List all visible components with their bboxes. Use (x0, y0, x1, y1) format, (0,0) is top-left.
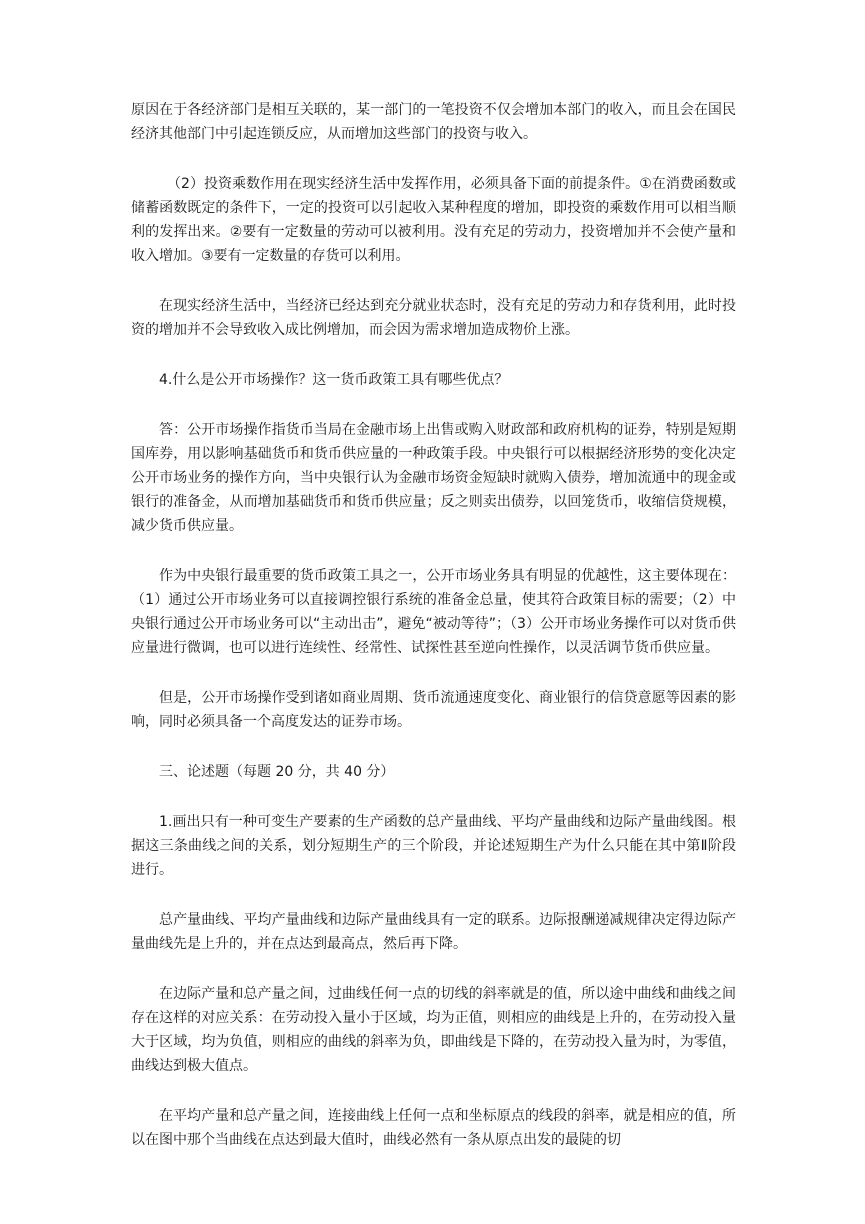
document-body (131, 98, 736, 1178)
answer-open-market-definition: 答：公开市场操作指货币当局在金融市场上出售或购入财政部和政府机构的证券，特别是短期国库券，用以影响基础货币和货币供应量的一种政策手段。中央银行可以根据经济形势的变化决定公开市场业务的操作方向，当中央银行认为金融市场资金短缺时就购入债券，增加流通中的现金或银行的准备金，从而增加基础货币和货币供应量；反之则卖出债券，以回笼货币，收缩信贷规模，减少货币供应量。 (131, 422, 736, 534)
question-open-market-operation: 4.什么是公开市场操作？这一货币政策工具有哪些优点？ (159, 372, 509, 388)
paragraph-investment-linkage: 原因在于各经济部门是相互关联的，某一部门的一笔投资不仅会增加本部门的收入，而且会在国民经济其他部门中引起连锁反应，从而增加这些部门的投资与收入。 (131, 102, 736, 142)
paragraph-open-market-advantages: 作为中央银行最重要的货币政策工具之一，公开市场业务具有明显的优越性，这主要体现在：（1）通过公开市场业务可以直接调控银行系统的准备金总量，使其符合政策目标的需要；（2）中央银行通过公开市场业务可以“主动出击”，避免“被动等待”；（3）公开市场业务操作可以对货币供应量进行微调，也可以进行连续性、经常性、试探性甚至逆向性操作，以灵活调节货币供应量。 (131, 568, 736, 656)
paragraph-open-market-limitations: 但是，公开市场操作受到诸如商业周期、货币流通速度变化、商业银行的信贷意愿等因素的影响，同时必须具备一个高度发达的证券市场。 (131, 690, 736, 730)
section-heading-essay-questions: 三、论述题（每题 20 分，共 40 分） (159, 764, 395, 780)
paragraph-full-employment: 在现实经济生活中，当经济已经达到充分就业状态时，没有充足的劳动力和存货利用，此时投资的增加并不会导致收入成比例增加，而会因为需求增加造成物价上涨。 (131, 298, 736, 338)
paragraph-average-total: 在平均产量和总产量之间，连接曲线上任何一点和坐标原点的线段的斜率，就是相应的值，所以在图中那个当曲线在点达到最大值时，曲线必然有一条从原点出发的最陡的切 (131, 1108, 736, 1148)
paragraph-multiplier-conditions: （2）投资乘数作用在现实经济生活中发挥作用，必须具备下面的前提条件。①在消费函数或储蓄函数既定的条件下，一定的投资可以引起收入某种程度的增加，即投资的乘数作用可以相当顺利的发挥出来。②要有一定数量的劳动可以被利用。没有充足的劳动力，投资增加并不会使产量和收入增加。③要有一定数量的存货可以利用。 (131, 176, 736, 264)
paragraph-marginal-total: 在边际产量和总产量之间，过曲线任何一点的切线的斜率就是的值，所以途中曲线和曲线之间存在这样的对应关系：在劳动投入量小于区域，均为正值，则相应的曲线是上升的，在劳动投入量大于区域，均为负值，则相应的曲线的斜率为负，即曲线是下降的，在劳动投入量为时，为零值，曲线达到极大值点。 (131, 986, 736, 1074)
paragraph-curve-relationship: 总产量曲线、平均产量曲线和边际产量曲线具有一定的联系。边际报酬递减规律决定得边际产量曲线先是上升的，并在点达到最高点，然后再下降。 (131, 912, 736, 952)
question-production-curves: 1.画出只有一种可变生产要素的生产函数的总产量曲线、平均产量曲线和边际产量曲线图。根据这三条曲线之间的关系，划分短期生产的三个阶段，并论述短期生产为什么只能在其中第Ⅱ阶段进行。 (131, 814, 736, 878)
